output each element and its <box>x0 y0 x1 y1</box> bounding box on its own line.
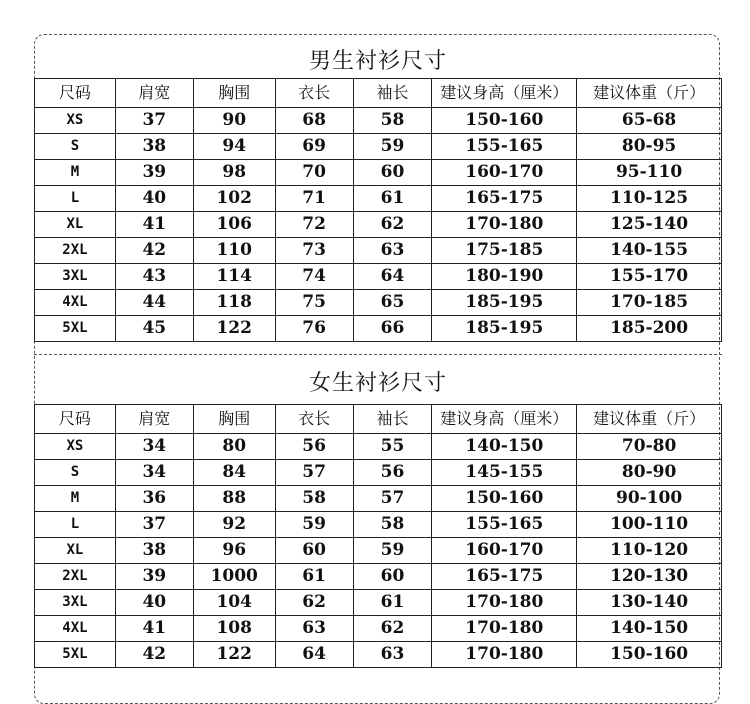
table-cell: 110-125 <box>577 186 722 212</box>
table-cell: 80-90 <box>577 460 722 486</box>
table-cell: 73 <box>275 238 353 264</box>
table-cell: 63 <box>353 642 432 668</box>
table-cell: 43 <box>115 264 193 290</box>
table-cell: 175-185 <box>432 238 577 264</box>
table-cell: 38 <box>115 134 193 160</box>
table-cell: 150-160 <box>577 642 722 668</box>
size-label-cell: 5XL <box>35 642 116 668</box>
section-divider <box>34 354 722 355</box>
table-cell: 92 <box>193 512 275 538</box>
table-cell: 98 <box>193 160 275 186</box>
table-cell: 90 <box>193 108 275 134</box>
column-header: 建议体重（斤） <box>577 79 722 108</box>
table-cell: 96 <box>193 538 275 564</box>
size-label-cell: M <box>35 486 116 512</box>
table-cell: 165-175 <box>432 186 577 212</box>
table-cell: 90-100 <box>577 486 722 512</box>
table-cell: 66 <box>353 316 432 342</box>
table-cell: 59 <box>275 512 353 538</box>
table-cell: 58 <box>275 486 353 512</box>
size-label-cell: 3XL <box>35 590 116 616</box>
table-cell: 41 <box>115 616 193 642</box>
table-cell: 62 <box>353 212 432 238</box>
table-row <box>35 186 722 212</box>
table-cell: 145-155 <box>432 460 577 486</box>
table-cell: 155-165 <box>432 134 577 160</box>
table-cell: 150-160 <box>432 108 577 134</box>
table-cell: 170-185 <box>577 290 722 316</box>
table-row <box>35 512 722 538</box>
column-header: 尺码 <box>35 405 116 434</box>
table-cell: 42 <box>115 238 193 264</box>
table-row <box>35 434 722 460</box>
table-cell: 41 <box>115 212 193 238</box>
size-label-cell: 4XL <box>35 290 116 316</box>
table-cell: 65 <box>353 290 432 316</box>
table-cell: 57 <box>275 460 353 486</box>
table-cell: 56 <box>353 460 432 486</box>
table-cell: 140-155 <box>577 238 722 264</box>
table-cell: 34 <box>115 460 193 486</box>
table-cell: 80-95 <box>577 134 722 160</box>
table-row <box>35 108 722 134</box>
table-cell: 160-170 <box>432 538 577 564</box>
table-cell: 71 <box>275 186 353 212</box>
table-cell: 39 <box>115 160 193 186</box>
table-cell: 122 <box>193 316 275 342</box>
table-row <box>35 160 722 186</box>
table-cell: 34 <box>115 434 193 460</box>
size-label-cell: 4XL <box>35 616 116 642</box>
women-table-title: 女生衬衫尺寸 <box>308 371 447 396</box>
table-cell: 64 <box>275 642 353 668</box>
table-cell: 80 <box>193 434 275 460</box>
size-label-cell: 2XL <box>35 564 116 590</box>
header-row <box>35 405 722 434</box>
women-size-table <box>34 404 722 668</box>
size-label-cell: S <box>35 134 116 160</box>
header-row <box>35 79 722 108</box>
table-row <box>35 316 722 342</box>
table-cell: 59 <box>353 538 432 564</box>
table-cell: 37 <box>115 512 193 538</box>
table-cell: 160-170 <box>432 160 577 186</box>
table-cell: 102 <box>193 186 275 212</box>
table-cell: 72 <box>275 212 353 238</box>
column-header: 胸围 <box>193 405 275 434</box>
table-cell: 55 <box>353 434 432 460</box>
column-header: 袖长 <box>353 405 432 434</box>
table-cell: 150-160 <box>432 486 577 512</box>
table-cell: 60 <box>353 564 432 590</box>
men-size-table <box>34 78 722 342</box>
table-cell: 180-190 <box>432 264 577 290</box>
table-cell: 170-180 <box>432 642 577 668</box>
table-cell: 100-110 <box>577 512 722 538</box>
table-cell: 114 <box>193 264 275 290</box>
table-cell: 63 <box>275 616 353 642</box>
size-label-cell: XL <box>35 212 116 238</box>
table-cell: 60 <box>275 538 353 564</box>
table-cell: 88 <box>193 486 275 512</box>
column-header: 建议身高（厘米） <box>432 405 577 434</box>
men-table-title: 男生衬衫尺寸 <box>308 49 447 74</box>
table-row <box>35 238 722 264</box>
column-header: 衣长 <box>275 405 353 434</box>
table-row <box>35 134 722 160</box>
table-row <box>35 642 722 668</box>
size-label-cell: L <box>35 186 116 212</box>
table-cell: 70-80 <box>577 434 722 460</box>
table-cell: 94 <box>193 134 275 160</box>
table-cell: 170-180 <box>432 590 577 616</box>
table-cell: 125-140 <box>577 212 722 238</box>
table-cell: 170-180 <box>432 212 577 238</box>
size-label-cell: XL <box>35 538 116 564</box>
column-header: 建议身高（厘米） <box>432 79 577 108</box>
table-cell: 61 <box>353 590 432 616</box>
table-cell: 70 <box>275 160 353 186</box>
table-row <box>35 264 722 290</box>
size-label-cell: XS <box>35 108 116 134</box>
table-cell: 68 <box>275 108 353 134</box>
table-cell: 84 <box>193 460 275 486</box>
column-header: 肩宽 <box>115 79 193 108</box>
table-cell: 140-150 <box>577 616 722 642</box>
table-cell: 57 <box>353 486 432 512</box>
table-cell: 185-195 <box>432 290 577 316</box>
table-cell: 155-165 <box>432 512 577 538</box>
table-cell: 185-195 <box>432 316 577 342</box>
column-header: 衣长 <box>275 79 353 108</box>
table-cell: 58 <box>353 512 432 538</box>
column-header: 肩宽 <box>115 405 193 434</box>
table-cell: 61 <box>353 186 432 212</box>
table-row <box>35 460 722 486</box>
table-cell: 61 <box>275 564 353 590</box>
table-cell: 155-170 <box>577 264 722 290</box>
table-cell: 95-110 <box>577 160 722 186</box>
table-cell: 63 <box>353 238 432 264</box>
table-cell: 118 <box>193 290 275 316</box>
table-cell: 185-200 <box>577 316 722 342</box>
table-cell: 62 <box>353 616 432 642</box>
table-cell: 62 <box>275 590 353 616</box>
table-cell: 170-180 <box>432 616 577 642</box>
table-cell: 108 <box>193 616 275 642</box>
table-row <box>35 616 722 642</box>
table-cell: 40 <box>115 590 193 616</box>
table-row <box>35 486 722 512</box>
table-cell: 38 <box>115 538 193 564</box>
table-cell: 40 <box>115 186 193 212</box>
table-cell: 122 <box>193 642 275 668</box>
table-cell: 64 <box>353 264 432 290</box>
table-cell: 1000 <box>193 564 275 590</box>
table-cell: 59 <box>353 134 432 160</box>
table-cell: 60 <box>353 160 432 186</box>
table-cell: 165-175 <box>432 564 577 590</box>
size-label-cell: 3XL <box>35 264 116 290</box>
table-cell: 130-140 <box>577 590 722 616</box>
size-label-cell: S <box>35 460 116 486</box>
table-cell: 56 <box>275 434 353 460</box>
column-header: 建议体重（斤） <box>577 405 722 434</box>
table-row <box>35 212 722 238</box>
size-label-cell: XS <box>35 434 116 460</box>
table-cell: 36 <box>115 486 193 512</box>
size-label-cell: L <box>35 512 116 538</box>
table-cell: 75 <box>275 290 353 316</box>
table-row <box>35 538 722 564</box>
table-cell: 44 <box>115 290 193 316</box>
table-cell: 110-120 <box>577 538 722 564</box>
table-cell: 140-150 <box>432 434 577 460</box>
size-label-cell: 2XL <box>35 238 116 264</box>
table-cell: 104 <box>193 590 275 616</box>
table-cell: 106 <box>193 212 275 238</box>
table-cell: 45 <box>115 316 193 342</box>
table-cell: 69 <box>275 134 353 160</box>
table-cell: 65-68 <box>577 108 722 134</box>
table-row <box>35 564 722 590</box>
table-cell: 120-130 <box>577 564 722 590</box>
table-cell: 42 <box>115 642 193 668</box>
table-row <box>35 290 722 316</box>
size-label-cell: 5XL <box>35 316 116 342</box>
column-header: 胸围 <box>193 79 275 108</box>
table-cell: 76 <box>275 316 353 342</box>
table-cell: 110 <box>193 238 275 264</box>
table-cell: 39 <box>115 564 193 590</box>
column-header: 尺码 <box>35 79 116 108</box>
table-cell: 37 <box>115 108 193 134</box>
table-row <box>35 590 722 616</box>
column-header: 袖长 <box>353 79 432 108</box>
size-label-cell: M <box>35 160 116 186</box>
table-cell: 58 <box>353 108 432 134</box>
table-cell: 74 <box>275 264 353 290</box>
